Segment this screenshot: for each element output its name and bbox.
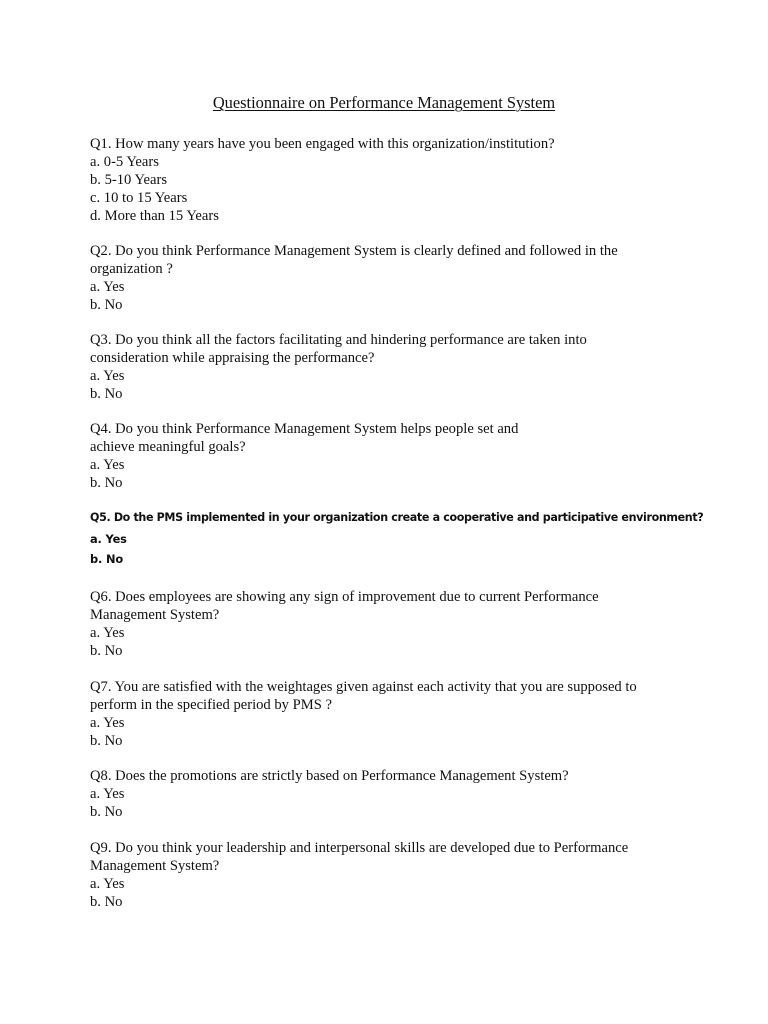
question-1-option-b: b. 5-10 Years bbox=[90, 172, 168, 188]
question-2-text-line-2: organization ? bbox=[90, 261, 173, 277]
question-5 bbox=[90, 508, 704, 570]
question-2-text-line-1: Q2. Do you think Performance Management System is clearly defined and followed in the bbox=[90, 243, 618, 259]
question-9-option-b: b. No bbox=[90, 894, 123, 910]
question-9-option-a: a. Yes bbox=[90, 876, 125, 892]
question-7-text-line-1: Q7. You are satisfied with the weightages given against each activity that you are supposed to bbox=[90, 679, 637, 695]
question-2-option-b: b. No bbox=[90, 297, 123, 313]
question-1 bbox=[90, 135, 690, 225]
question-9 bbox=[90, 839, 690, 911]
question-9-text-line-1: Q9. Do you think your leadership and interpersonal skills are developed due to Performance bbox=[90, 840, 629, 856]
question-3-option-a: a. Yes bbox=[90, 368, 125, 384]
question-2-option-a: a. Yes bbox=[90, 279, 125, 295]
document-title: Questionnaire on Performance Management System bbox=[212, 93, 556, 112]
question-5-option-a: a. Yes bbox=[90, 531, 127, 546]
question-3 bbox=[90, 331, 690, 403]
question-6-option-a: a. Yes bbox=[90, 625, 125, 641]
question-4-text-line-2: achieve meaningful goals? bbox=[90, 439, 246, 455]
question-3-text-line-1: Q3. Do you think all the factors facilitating and hindering performance are taken into bbox=[90, 332, 587, 348]
question-1-option-d: d. More than 15 Years bbox=[90, 208, 219, 224]
question-4-option-a: a. Yes bbox=[90, 457, 125, 473]
question-8-option-b: b. No bbox=[90, 804, 123, 820]
question-6 bbox=[90, 588, 690, 660]
question-4 bbox=[90, 420, 690, 492]
question-7 bbox=[90, 678, 690, 750]
question-3-option-b: b. No bbox=[90, 386, 123, 402]
question-8-text: Q8. Does the promotions are strictly based on Performance Management System? bbox=[90, 768, 569, 784]
question-1-text: Q1. How many years have you been engaged with this organization/institution? bbox=[90, 136, 555, 152]
question-5-text: Q5. Do the PMS implemented in your organization create a cooperative and participative environment? bbox=[90, 511, 704, 524]
question-6-text-line-1: Q6. Does employees are showing any sign of improvement due to current Performance bbox=[90, 589, 599, 605]
question-6-text-line-2: Management System? bbox=[90, 607, 220, 623]
question-4-text-line-1: Q4. Do you think Performance Management System helps people set and bbox=[90, 421, 519, 437]
question-3-text-line-2: consideration while appraising the performance? bbox=[90, 350, 375, 366]
question-5-option-b: b. No bbox=[90, 552, 124, 566]
question-8-option-a: a. Yes bbox=[90, 786, 125, 802]
question-7-option-b: b. No bbox=[90, 733, 123, 749]
question-9-text-line-2: Management System? bbox=[90, 858, 220, 874]
question-6-option-b: b. No bbox=[90, 643, 123, 659]
question-4-option-b: b. No bbox=[90, 475, 123, 491]
question-7-option-a: a. Yes bbox=[90, 715, 125, 731]
question-1-option-a: a. 0-5 Years bbox=[90, 154, 159, 170]
question-7-text-line-2: perform in the specified period by PMS ? bbox=[90, 697, 332, 713]
question-2 bbox=[90, 242, 690, 314]
question-1-option-c: c. 10 to 15 Years bbox=[90, 190, 188, 206]
question-8 bbox=[90, 767, 690, 821]
